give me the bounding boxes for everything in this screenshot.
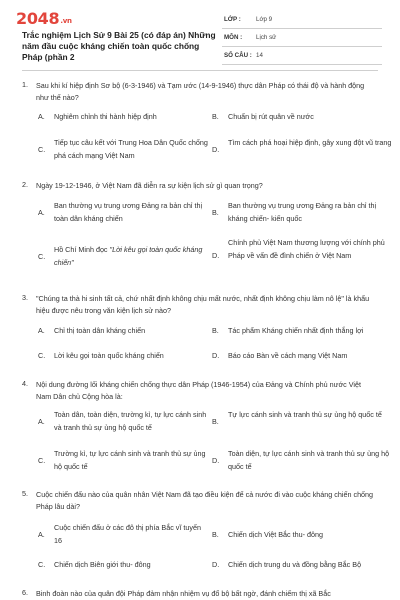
- option-letter: B.: [212, 326, 219, 335]
- question-text: Binh đoàn nào của quân đội Pháp đảm nhận nhiệm vụ đổ bộ bất ngờ, đánh chiếm thị xã Bắc: [36, 589, 331, 598]
- question-3: [22, 293, 382, 315]
- meta-row-count: [222, 47, 382, 65]
- question-text: "Chúng ta thà hi sinh tất cả, chứ nhất định không chịu mất nước, nhất định không chịu làm nô lệ" là khẩu hiệu được nêu trong văn kiện lịch sử nào?: [36, 294, 370, 315]
- option-text: Toàn dân, toàn diện, trường kì, tự lực cánh sinh và tranh thủ sự ủng hộ quốc tế: [54, 410, 207, 432]
- option-letter: D.: [212, 456, 220, 465]
- option-letter: A.: [38, 112, 45, 121]
- option-text: Chiến dịch Việt Bắc thu- đông: [228, 530, 323, 539]
- question-text: Cuộc chiến đấu nào của quân nhân Việt Nam đã tạo điều kiện để cả nước đi vào cuộc kháng chiến chống Pháp lâu dài?: [36, 490, 374, 511]
- logo-text: 2048: [16, 9, 60, 28]
- option-text: Nghiêm chỉnh thi hành hiệp định: [54, 112, 157, 121]
- logo-tld: .vn: [60, 17, 72, 25]
- option-letter: A.: [38, 208, 45, 217]
- option-text: Tác phẩm Kháng chiến nhất định thắng lợi: [228, 326, 364, 335]
- option-text: Tự lực cánh sinh và tranh thủ sự ủng hộ quốc tế: [228, 410, 382, 419]
- option-text: Toàn diện, tự lực cánh sinh và tranh thủ sự ủng hộ quốc tế: [228, 449, 390, 471]
- option-text: Tiếp tục câu kết với Trung Hoa Dân Quốc chống phá cách mạng Việt Nam: [54, 138, 208, 160]
- question-1: [22, 80, 382, 102]
- question-text: Nội dung đường lối kháng chiến chống thực dân Pháp (1946-1954) của Đảng và Chính phủ nước Việt Nam Dân chủ Cộng hòa là:: [36, 380, 362, 401]
- meta-label: LỚP :: [224, 16, 241, 23]
- option-text: Tìm cách phá hoại hiệp định, gây xung đột vũ trang: [228, 138, 392, 147]
- option-text: Trường kì, tự lực cánh sinh và tranh thủ sự ủng hộ quốc tế: [54, 449, 206, 471]
- option-text: Chỉ thị toàn dân kháng chiến: [54, 326, 146, 335]
- header-divider: [22, 70, 378, 71]
- option-letter: B.: [212, 530, 219, 539]
- option-text: Chiến dịch trung du và đồng bằng Bắc Bộ: [228, 560, 362, 569]
- question-number: 6.: [22, 588, 28, 597]
- meta-value: 14: [256, 52, 263, 59]
- meta-row-class: [222, 11, 382, 29]
- meta-label: MÔN :: [224, 34, 243, 41]
- page-title: Trắc nghiệm Lịch Sử 9 Bài 25 (có đáp án) Những năm đầu cuộc kháng chiến toàn quốc chống Pháp (phần 2: [22, 30, 216, 62]
- option-letter: D.: [212, 251, 220, 260]
- option-letter: A.: [38, 417, 45, 426]
- question-5: [22, 489, 382, 511]
- option-letter: C.: [38, 456, 46, 465]
- meta-row-subject: [222, 29, 382, 47]
- option-text: Chiến dịch Biên giới thu- đông: [54, 560, 151, 569]
- option-letter: C.: [38, 252, 46, 261]
- option-text-italic: "Lời kêu gọi toàn quốc kháng chiến": [54, 245, 203, 267]
- option-letter: D.: [212, 351, 220, 360]
- option-letter: D.: [212, 560, 220, 569]
- question-number: 5.: [22, 489, 28, 498]
- question-number: 2.: [22, 180, 28, 189]
- option-text: [54, 243, 210, 269]
- option-letter: B.: [212, 208, 219, 217]
- question-number: 3.: [22, 293, 28, 302]
- option-text-plain: Hồ Chí Minh đọc: [54, 245, 110, 254]
- option-text: Ban thường vụ trung ương Đảng ra bản chỉ thị toàn dân kháng chiến: [54, 201, 203, 223]
- option-letter: A.: [38, 326, 45, 335]
- question-text: Ngày 19-12-1946, ở Việt Nam đã diễn ra sự kiện lịch sử gì quan trọng?: [36, 181, 263, 190]
- option-text: Lời kêu gọi toàn quốc kháng chiến: [54, 351, 164, 360]
- question-6: [22, 588, 382, 597]
- option-letter: A.: [38, 530, 45, 539]
- meta-value: Lớp 9: [256, 16, 273, 23]
- option-letter: C.: [38, 560, 46, 569]
- question-number: 1.: [22, 80, 28, 89]
- option-letter: B.: [212, 417, 219, 426]
- option-text: Chính phủ Việt Nam thương lượng với chính phủ Pháp về vấn đề đình chiến ở Việt Nam: [228, 238, 385, 260]
- meta-table: [222, 11, 382, 65]
- question-4: [22, 379, 382, 401]
- option-text: Báo cáo Bàn về cách mạng Việt Nam: [228, 351, 348, 360]
- meta-label: SỐ CÂU :: [224, 52, 252, 59]
- option-text: Ban thường vụ trung ương Đảng ra bản chỉ thị kháng chiến- kiến quốc: [228, 201, 377, 223]
- question-number: 4.: [22, 379, 28, 388]
- site-logo[interactable]: [16, 9, 72, 28]
- option-letter: D.: [212, 145, 220, 154]
- option-text: Cuộc chiến đấu ở các đô thị phía Bắc vĩ tuyến 16: [54, 523, 201, 545]
- option-letter: C.: [38, 351, 46, 360]
- question-2: [22, 180, 382, 189]
- meta-value: Lịch sử: [256, 34, 277, 41]
- option-letter: B.: [212, 112, 219, 121]
- page-header: [0, 0, 400, 72]
- question-text: Sau khi kí hiệp định Sơ bộ (6-3-1946) và Tạm ước (14-9-1946) thực dân Pháp có thái độ và hành động như thế nào?: [36, 81, 365, 102]
- option-text: Chuẩn bị rút quân về nước: [228, 112, 314, 121]
- option-letter: C.: [38, 145, 46, 154]
